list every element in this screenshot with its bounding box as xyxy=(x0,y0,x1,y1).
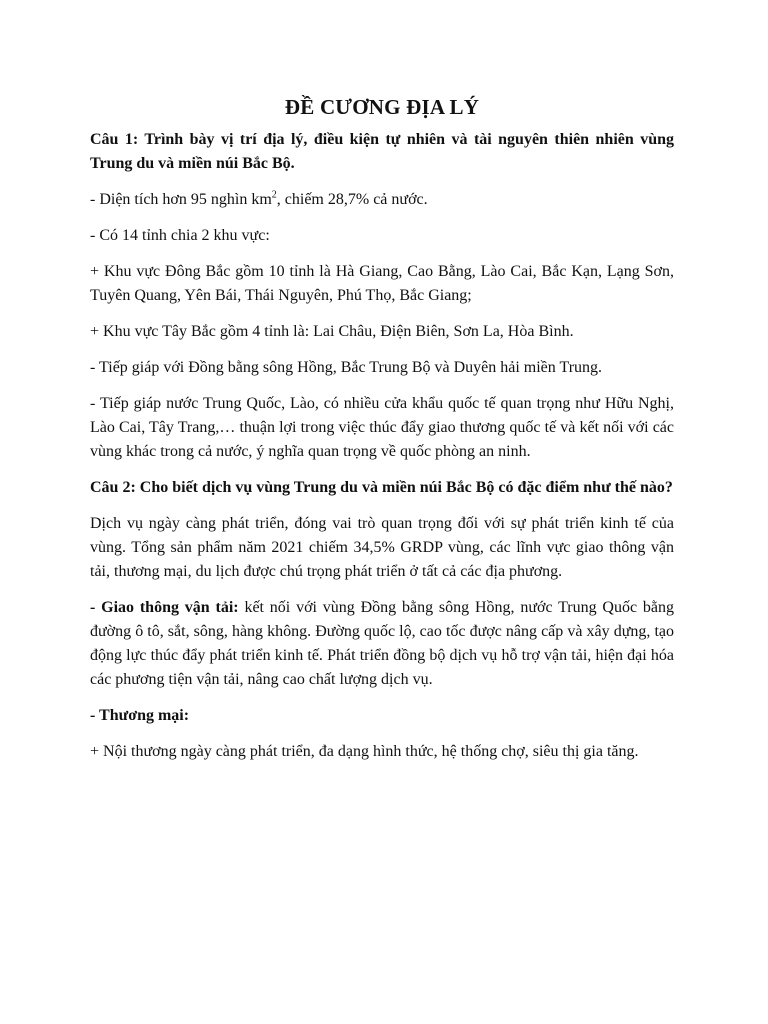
transport-text: kết nối với vùng Đồng bằng sông Hồng, nước Trung Quốc bằng đường ô tô, sắt, sông, hàng không. Đường quốc lộ, cao tốc được nâng cấp và xây dựng, tạo động lực thúc đẩy phát triển kinh tế. Phát triển đồng bộ dịch vụ hỗ trợ vận tải, hiện đại hóa các phương tiện vận tải, nâng cao chất lượng dịch vụ. xyxy=(90,599,675,688)
domestic-trade: + Nội thương ngày càng phát triển, đa dạng hình thức, hệ thống chợ, siêu thị gia tăng. xyxy=(90,743,639,760)
transport-paragraph xyxy=(90,596,674,692)
domestic-borders: - Tiếp giáp với Đồng bằng sông Hồng, Bắc Trung Bộ và Duyên hải miền Trung. xyxy=(90,359,603,376)
trade-label: - Thương mại: xyxy=(90,707,190,724)
services-intro: Dịch vụ ngày càng phát triển, đóng vai trò quan trọng đối với sự phát triển kinh tế của vùng. Tổng sản phẩm năm 2021 chiếm 34,5% GRDP vùng, các lĩnh vực giao thông vận tải, thương mại, du lịch được chú trọng phát triển ở tất cả các địa phương. xyxy=(90,515,674,580)
northeast-provinces: + Khu vực Đông Bắc gồm 10 tỉnh là Hà Giang, Cao Bằng, Lào Cai, Bắc Kạn, Lạng Sơn, Tuyên Quang, Yên Bái, Thái Nguyên, Phú Thọ, Bắc Giang; xyxy=(90,263,674,304)
question-2-heading: Câu 2: Cho biết dịch vụ vùng Trung du và miền núi Bắc Bộ có đặc điểm như thế nào? xyxy=(90,479,673,496)
area-text: - Diện tích hơn 95 nghìn km xyxy=(90,191,272,208)
document-title: ĐỀ CƯƠNG ĐỊA LÝ xyxy=(284,95,480,119)
area-suffix: , chiếm 28,7% cả nước. xyxy=(276,191,428,208)
area-paragraph xyxy=(90,188,674,212)
northwest-provinces: + Khu vực Tây Bắc gồm 4 tỉnh là: Lai Châu, Điện Biên, Sơn La, Hòa Bình. xyxy=(90,323,574,340)
question-1-heading: Câu 1: Trình bày vị trí địa lý, điều kiện tự nhiên và tài nguyên thiên nhiên vùng Trung du và miền núi Bắc Bộ. xyxy=(90,131,674,172)
transport-label: - Giao thông vận tải: xyxy=(90,599,239,616)
trade-label-paragraph xyxy=(90,704,674,728)
foreign-borders: - Tiếp giáp nước Trung Quốc, Lào, có nhiều cửa khẩu quốc tế quan trọng như Hữu Nghị, Lào Cai, Tây Trang,… thuận lợi trong việc thúc đẩy giao thương quốc tế và kết nối với các vùng khác trong cả nước, ý nghĩa quan trọng về quốc phòng an ninh. xyxy=(90,395,674,460)
provinces-intro: - Có 14 tỉnh chia 2 khu vực: xyxy=(90,227,270,244)
document-page xyxy=(90,92,674,776)
area-superscript: 2 xyxy=(271,189,277,201)
